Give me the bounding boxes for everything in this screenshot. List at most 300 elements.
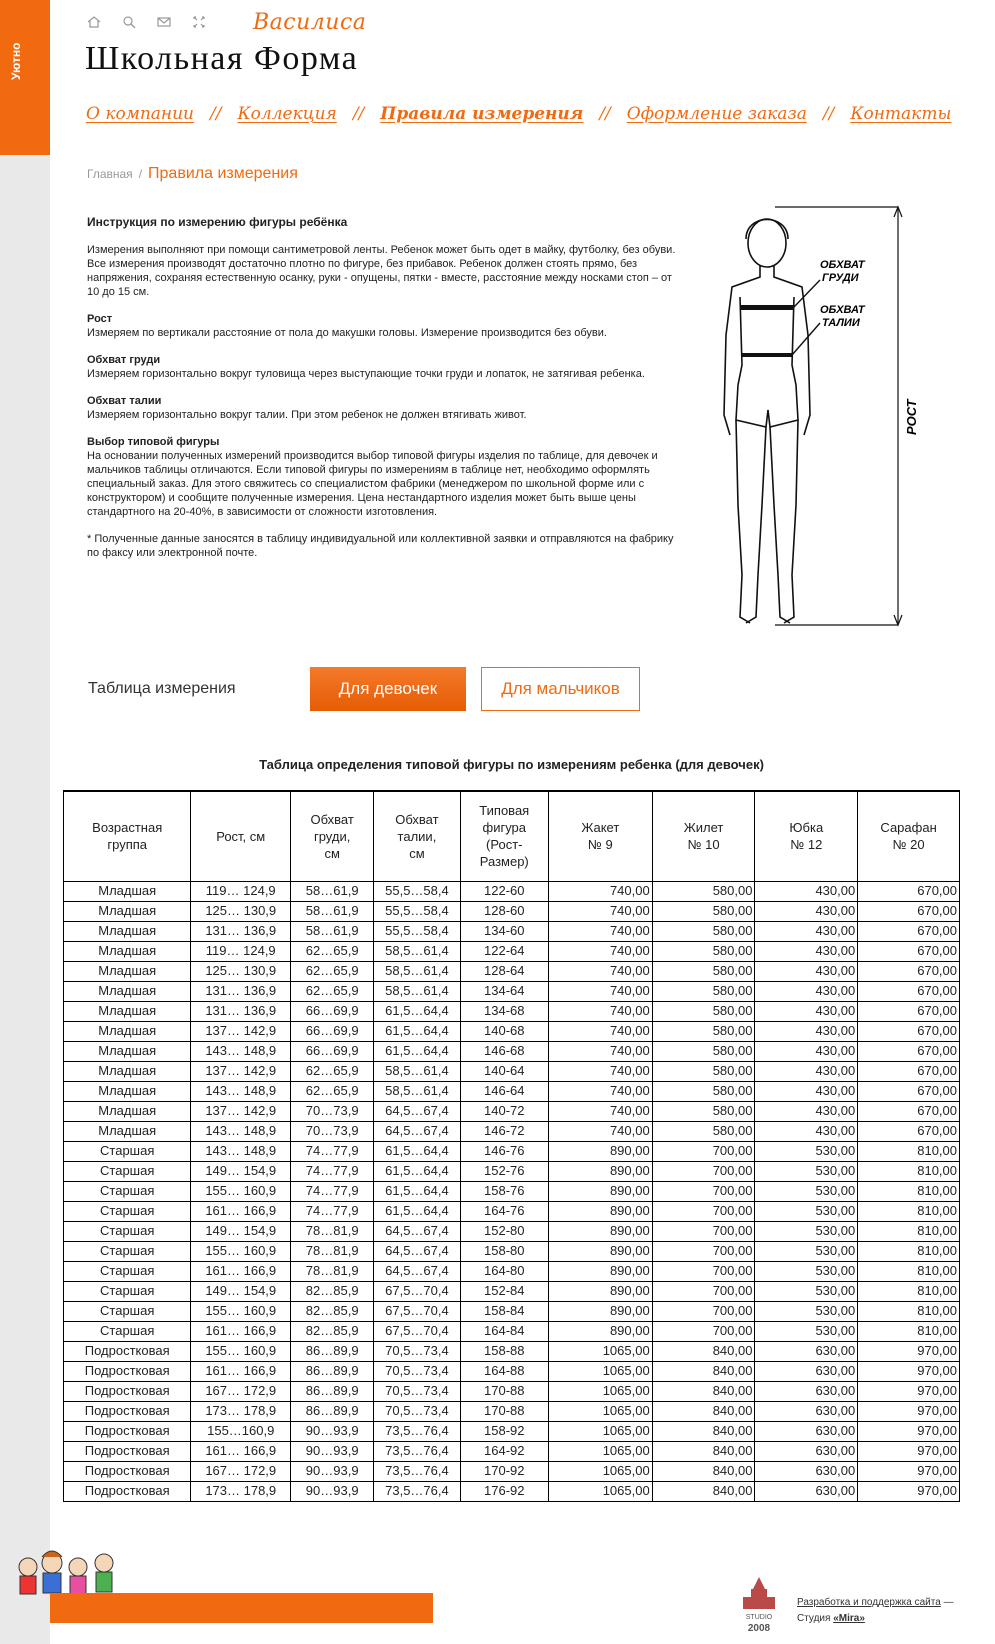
footer-bar [50,1593,433,1623]
waist-title: Обхват талии [87,395,162,407]
table-cell: 740,00 [548,1061,652,1081]
nav-separator: // [210,104,222,124]
figure-title: Выбор типовой фигуры [87,436,220,448]
table-cell: 78…81,9 [291,1261,374,1281]
table-cell: Младшая [64,881,191,901]
table-row [64,881,960,901]
table-cell: 161… 166,9 [191,1321,291,1341]
table-cell: 700,00 [652,1321,755,1341]
table-cell: 55,5…58,4 [374,881,460,901]
table-cell: 700,00 [652,1141,755,1161]
table-cell: 67,5…70,4 [374,1321,460,1341]
table-row [64,1261,960,1281]
table-cell: 64,5…67,4 [374,1101,460,1121]
table-cell: 58…61,9 [291,901,374,921]
table-cell: 580,00 [652,1061,755,1081]
chest-section [87,353,687,381]
table-cell: 55,5…58,4 [374,901,460,921]
table-row [64,1021,960,1041]
table-cell: 810,00 [858,1261,960,1281]
breadcrumb-home[interactable]: Главная [87,167,133,181]
table-cell: 740,00 [548,921,652,941]
table-cell: 1065,00 [548,1481,652,1501]
chest-label-2: ГРУДИ [822,272,859,284]
table-cell: 1065,00 [548,1401,652,1421]
table-cell: 66…69,9 [291,1021,374,1041]
table-cell: 90…93,9 [291,1421,374,1441]
table-cell: 740,00 [548,1021,652,1041]
table-cell: 740,00 [548,1101,652,1121]
table-cell: 700,00 [652,1201,755,1221]
table-cell: 530,00 [755,1201,858,1221]
table-cell: 630,00 [755,1481,858,1501]
header-line: Обхват [395,811,439,827]
table-cell: 58…61,9 [291,881,374,901]
table-cell: Младшая [64,1001,191,1021]
header-line: Жакет [581,820,620,836]
table-row [64,1301,960,1321]
table-row [64,1141,960,1161]
table-cell: 430,00 [755,1101,858,1121]
table-cell: 58,5…61,4 [374,981,460,1001]
table-header-cell [858,791,960,881]
girls-tab-button[interactable]: Для девочек [310,667,466,711]
table-cell: 86…89,9 [291,1341,374,1361]
table-cell: 430,00 [755,941,858,961]
header-line: см [409,845,425,861]
studio-prefix: Студия [797,1613,831,1624]
table-cell: 164-76 [460,1201,548,1221]
nav-contacts[interactable]: Контакты [850,104,952,124]
table-cell: 810,00 [858,1221,960,1241]
waist-label: ОБХВАТ [820,304,865,316]
header-line: см [324,845,340,861]
table-cell: 58…61,9 [291,921,374,941]
table-cell: 840,00 [652,1421,755,1441]
table-cell: 64,5…67,4 [374,1121,460,1141]
table-row [64,1381,960,1401]
table-cell: 158-76 [460,1181,548,1201]
table-row [64,941,960,961]
table-cell: 70,5…73,4 [374,1401,460,1421]
table-cell: 630,00 [755,1341,858,1361]
table-row [64,1441,960,1461]
table-cell: 161… 166,9 [191,1361,291,1381]
table-header-cell [374,791,460,881]
table-cell: 158-80 [460,1241,548,1261]
table-cell: Старшая [64,1181,191,1201]
table-cell: Младшая [64,961,191,981]
table-cell: 890,00 [548,1301,652,1321]
table-cell: 82…85,9 [291,1301,374,1321]
table-cell: 430,00 [755,1021,858,1041]
table-cell: 152-76 [460,1161,548,1181]
table-cell: 55,5…58,4 [374,921,460,941]
header-line: № 12 [790,837,823,853]
table-cell: Старшая [64,1261,191,1281]
table-cell: 740,00 [548,981,652,1001]
table-cell: 740,00 [548,1121,652,1141]
table-cell: 125… 130,9 [191,961,291,981]
chest-label: ОБХВАТ [820,259,865,271]
table-cell: 890,00 [548,1241,652,1261]
table-row [64,1201,960,1221]
table-cell: 58,5…61,4 [374,961,460,981]
table-cell: 740,00 [548,901,652,921]
header-line: фигура [482,820,527,836]
table-cell: 580,00 [652,1001,755,1021]
table-cell: 890,00 [548,1181,652,1201]
table-cell: 670,00 [858,1121,960,1141]
table-cell: 810,00 [858,1201,960,1221]
table-cell: 140-64 [460,1061,548,1081]
table-cell: 740,00 [548,1081,652,1101]
search-icon[interactable] [121,15,137,29]
table-cell: 580,00 [652,1101,755,1121]
table-cell: Старшая [64,1241,191,1261]
table-cell: 430,00 [755,881,858,901]
table-cell: 73,5…76,4 [374,1461,460,1481]
table-cell: 970,00 [858,1361,960,1381]
table-cell: 530,00 [755,1281,858,1301]
chest-text: Измеряем горизонтально вокруг туловища через выступающие точки груди и лопаток, не затягивая ребенка. [87,368,645,380]
table-cell: 137… 142,9 [191,1101,291,1121]
table-row [64,1401,960,1421]
table-cell: 143… 148,9 [191,1121,291,1141]
table-row [64,1121,960,1141]
table-cell: 840,00 [652,1341,755,1361]
table-cell: 82…85,9 [291,1281,374,1301]
table-cell: 430,00 [755,1081,858,1101]
table-cell: Младшая [64,1101,191,1121]
table-cell: 970,00 [858,1461,960,1481]
table-cell: 740,00 [548,1001,652,1021]
table-cell: 670,00 [858,881,960,901]
sitemap-icon[interactable] [191,15,207,29]
table-cell: Старшая [64,1301,191,1321]
header-line: груди, [313,828,351,844]
table-cell: 73,5…76,4 [374,1441,460,1461]
table-cell: 70…73,9 [291,1121,374,1141]
table-cell: 74…77,9 [291,1161,374,1181]
table-cell: 155…160,9 [191,1421,291,1441]
table-cell: 170-92 [460,1461,548,1481]
table-cell: 134-68 [460,1001,548,1021]
table-cell: 158-84 [460,1301,548,1321]
header-line: группа [107,837,148,853]
table-row [64,921,960,941]
table-cell: Старшая [64,1221,191,1241]
table-cell: 580,00 [652,961,755,981]
table-cell: 155… 160,9 [191,1301,291,1321]
table-cell: 62…65,9 [291,1061,374,1081]
table-cell: 840,00 [652,1461,755,1481]
table-row [64,1241,960,1261]
table-cell: 530,00 [755,1181,858,1201]
side-accent [0,0,50,155]
table-cell: 74…77,9 [291,1141,374,1161]
table-row [64,1321,960,1341]
table-cell: 61,5…64,4 [374,1181,460,1201]
table-cell: Подростковая [64,1361,191,1381]
credits-dash: — [943,1597,954,1608]
table-cell: 62…65,9 [291,941,374,961]
table-cell: 740,00 [548,1041,652,1061]
footer-credits [797,1595,954,1627]
table-cell: 167… 172,9 [191,1461,291,1481]
instructions-title: Инструкция по измерению фигуры ребёнка [87,215,348,229]
table-cell: 1065,00 [548,1461,652,1481]
table-cell: 970,00 [858,1421,960,1441]
table-cell: 137… 142,9 [191,1061,291,1081]
table-row [64,1101,960,1121]
table-cell: 90…93,9 [291,1461,374,1481]
table-row [64,1181,960,1201]
table-cell: 58,5…61,4 [374,941,460,961]
breadcrumb [87,165,298,183]
table-row [64,901,960,921]
table-cell: 67,5…70,4 [374,1281,460,1301]
table-cell: 66…69,9 [291,1041,374,1061]
table-cell: 670,00 [858,1081,960,1101]
table-cell: 62…65,9 [291,1081,374,1101]
table-cell: 1065,00 [548,1341,652,1361]
table-row [64,1341,960,1361]
table-cell: 430,00 [755,1121,858,1141]
table-cell: 176-92 [460,1481,548,1501]
home-icon[interactable] [86,15,102,29]
table-cell: 74…77,9 [291,1181,374,1201]
table-cell: 134-60 [460,921,548,941]
figure-text: На основании полученных измерений производится выбор типовой фигуры изделия по таблице, для девочек и мальчиков таблицы отличаются. Если типовой фигуры по измерениям в таблице нет, необходимо оформлять специальный заказ. Для этого свяжитесь со специалистом фабрики (менеджером по школьной форме или с конструктором) и сообщите полученные измерения. Цена нестандартного изделия может быть выше цены стандартного на 20-40%, в зависимости от сложности изготовления. [87,450,658,518]
table-cell: 430,00 [755,961,858,981]
table-cell: 670,00 [858,941,960,961]
table-cell: 580,00 [652,1081,755,1101]
table-header-row [64,791,960,881]
table-cell: 670,00 [858,921,960,941]
table-cell: 840,00 [652,1401,755,1421]
table-cell: 1065,00 [548,1361,652,1381]
table-cell: 840,00 [652,1361,755,1381]
measure-table-label: Таблица измерения [88,680,236,697]
table-cell: 810,00 [858,1241,960,1261]
table-cell: 890,00 [548,1141,652,1161]
nav-separator: // [599,104,611,124]
header-line: Обхват [310,811,354,827]
table-cell: 740,00 [548,961,652,981]
table-cell: 670,00 [858,1001,960,1021]
table-cell: 58,5…61,4 [374,1061,460,1081]
nav-about[interactable]: О компании [86,104,195,124]
table-cell: 122-60 [460,881,548,901]
header-line: Типовая [479,803,530,819]
table-cell: 700,00 [652,1281,755,1301]
table-cell: 810,00 [858,1141,960,1161]
table-cell: 64,5…67,4 [374,1221,460,1241]
table-cell: 90…93,9 [291,1481,374,1501]
table-cell: 1065,00 [548,1421,652,1441]
table-cell: 430,00 [755,1061,858,1081]
nav-measure-rules[interactable]: Правила измерения [380,104,584,124]
table-cell: 580,00 [652,1021,755,1041]
table-cell: 530,00 [755,1141,858,1161]
table-cell: Подростковая [64,1401,191,1421]
table-cell: 700,00 [652,1221,755,1241]
table-cell: 64,5…67,4 [374,1261,460,1281]
studio-logo-year: 2008 [747,1623,771,1634]
studio-link[interactable]: «Mira» [833,1613,865,1624]
table-cell: 173… 178,9 [191,1481,291,1501]
table-cell: 131… 136,9 [191,1001,291,1021]
table-header-cell [548,791,652,881]
table-cell: 143… 148,9 [191,1041,291,1061]
table-cell: 152-80 [460,1221,548,1241]
table-cell: 530,00 [755,1161,858,1181]
table-cell: Старшая [64,1281,191,1301]
body-figure-illustration [720,205,950,650]
table-cell: 430,00 [755,981,858,1001]
nav-separator: // [822,104,835,124]
table-cell: 670,00 [858,961,960,981]
table-cell: 149… 154,9 [191,1161,291,1181]
table-cell: 143… 148,9 [191,1141,291,1161]
table-cell: 70…73,9 [291,1101,374,1121]
table-cell: 700,00 [652,1161,755,1181]
table-cell: 430,00 [755,921,858,941]
table-cell: Младшая [64,1121,191,1141]
nav-ordering[interactable]: Оформление заказа [626,104,807,124]
table-cell: 164-80 [460,1261,548,1281]
table-cell: 580,00 [652,1121,755,1141]
table-cell: 140-72 [460,1101,548,1121]
header-line: № 20 [892,837,925,853]
table-header-cell [755,791,858,881]
header-line: Рост, см [216,828,266,844]
table-cell: 670,00 [858,1041,960,1061]
table-cell: 70,5…73,4 [374,1361,460,1381]
table-cell: 146-76 [460,1141,548,1161]
boys-tab-button[interactable]: Для мальчиков [481,667,640,711]
table-cell: 970,00 [858,1481,960,1501]
table-cell: 137… 142,9 [191,1021,291,1041]
table-cell: 167… 172,9 [191,1381,291,1401]
height-label: РОСТ [904,399,919,435]
table-cell: 740,00 [548,941,652,961]
height-section [87,312,687,340]
table-cell: 630,00 [755,1441,858,1461]
table-cell: 580,00 [652,981,755,1001]
table-cell: 580,00 [652,1041,755,1061]
table-cell: 170-88 [460,1401,548,1421]
table-cell: Младшая [64,981,191,1001]
table-cell: 128-64 [460,961,548,981]
table-cell: Подростковая [64,1341,191,1361]
waist-section [87,394,687,422]
table-cell: 580,00 [652,901,755,921]
table-cell: 890,00 [548,1261,652,1281]
table-cell: 164-92 [460,1441,548,1461]
table-cell: 810,00 [858,1321,960,1341]
table-cell: Младшая [64,901,191,921]
table-row [64,1061,960,1081]
nav-collection[interactable]: Коллекция [237,104,337,124]
table-cell: 810,00 [858,1181,960,1201]
studio-logo[interactable] [737,1575,782,1635]
table-cell: 630,00 [755,1421,858,1441]
table-cell: 670,00 [858,1061,960,1081]
table-cell: 700,00 [652,1261,755,1281]
table-cell: 161… 166,9 [191,1441,291,1461]
table-cell: 530,00 [755,1241,858,1261]
header-line: Жилет [683,820,724,836]
table-cell: 62…65,9 [291,981,374,1001]
table-cell: 131… 136,9 [191,921,291,941]
table-cell: 890,00 [548,1161,652,1181]
table-cell: Старшая [64,1161,191,1181]
table-cell: 146-72 [460,1121,548,1141]
table-cell: 73,5…76,4 [374,1481,460,1501]
waist-text: Измеряем горизонтально вокруг талии. При этом ребенок не должен втягивать живот. [87,409,527,421]
table-cell: 840,00 [652,1441,755,1461]
table-cell: 61,5…64,4 [374,1021,460,1041]
table-cell: 630,00 [755,1381,858,1401]
table-cell: 1065,00 [548,1381,652,1401]
table-cell: 82…85,9 [291,1321,374,1341]
mail-icon[interactable] [156,15,172,29]
side-label: Уютно [9,42,23,80]
table-cell: Младшая [64,1061,191,1081]
table-cell: 630,00 [755,1401,858,1421]
dev-link[interactable]: Разработка и поддержка сайта [797,1597,941,1608]
table-cell: 580,00 [652,941,755,961]
table-cell: 78…81,9 [291,1221,374,1241]
header-line: № 9 [587,837,613,853]
table-cell: 170-88 [460,1381,548,1401]
table-cell: 86…89,9 [291,1361,374,1381]
figure-section [87,435,687,519]
table-cell: 173… 178,9 [191,1401,291,1421]
table-header-cell [191,791,291,881]
table-row [64,1081,960,1101]
table-cell: 61,5…64,4 [374,1041,460,1061]
table-row [64,1041,960,1061]
table-cell: 630,00 [755,1361,858,1381]
table-cell: 70,5…73,4 [374,1381,460,1401]
table-cell: 164-84 [460,1321,548,1341]
site-logo[interactable]: Василиса [253,10,367,35]
table-cell: 74…77,9 [291,1201,374,1221]
site-title: Школьная Форма [85,40,359,77]
table-cell: 1065,00 [548,1441,652,1461]
table-cell: 890,00 [548,1201,652,1221]
table-row [64,981,960,1001]
table-cell: 146-64 [460,1081,548,1101]
table-cell: 970,00 [858,1401,960,1421]
chest-band-mark [740,305,794,310]
table-cell: 670,00 [858,1101,960,1121]
table-cell: Младшая [64,1021,191,1041]
table-cell: Подростковая [64,1381,191,1401]
table-cell: 143… 148,9 [191,1081,291,1101]
table-cell: 810,00 [858,1161,960,1181]
table-cell: 158-88 [460,1341,548,1361]
table-cell: 62…65,9 [291,961,374,981]
table-row [64,1281,960,1301]
table-row [64,1221,960,1241]
table-caption: Таблица определения типовой фигуры по измерениям ребенка (для девочек) [259,757,764,772]
table-cell: 128-60 [460,901,548,921]
table-cell: 61,5…64,4 [374,1201,460,1221]
